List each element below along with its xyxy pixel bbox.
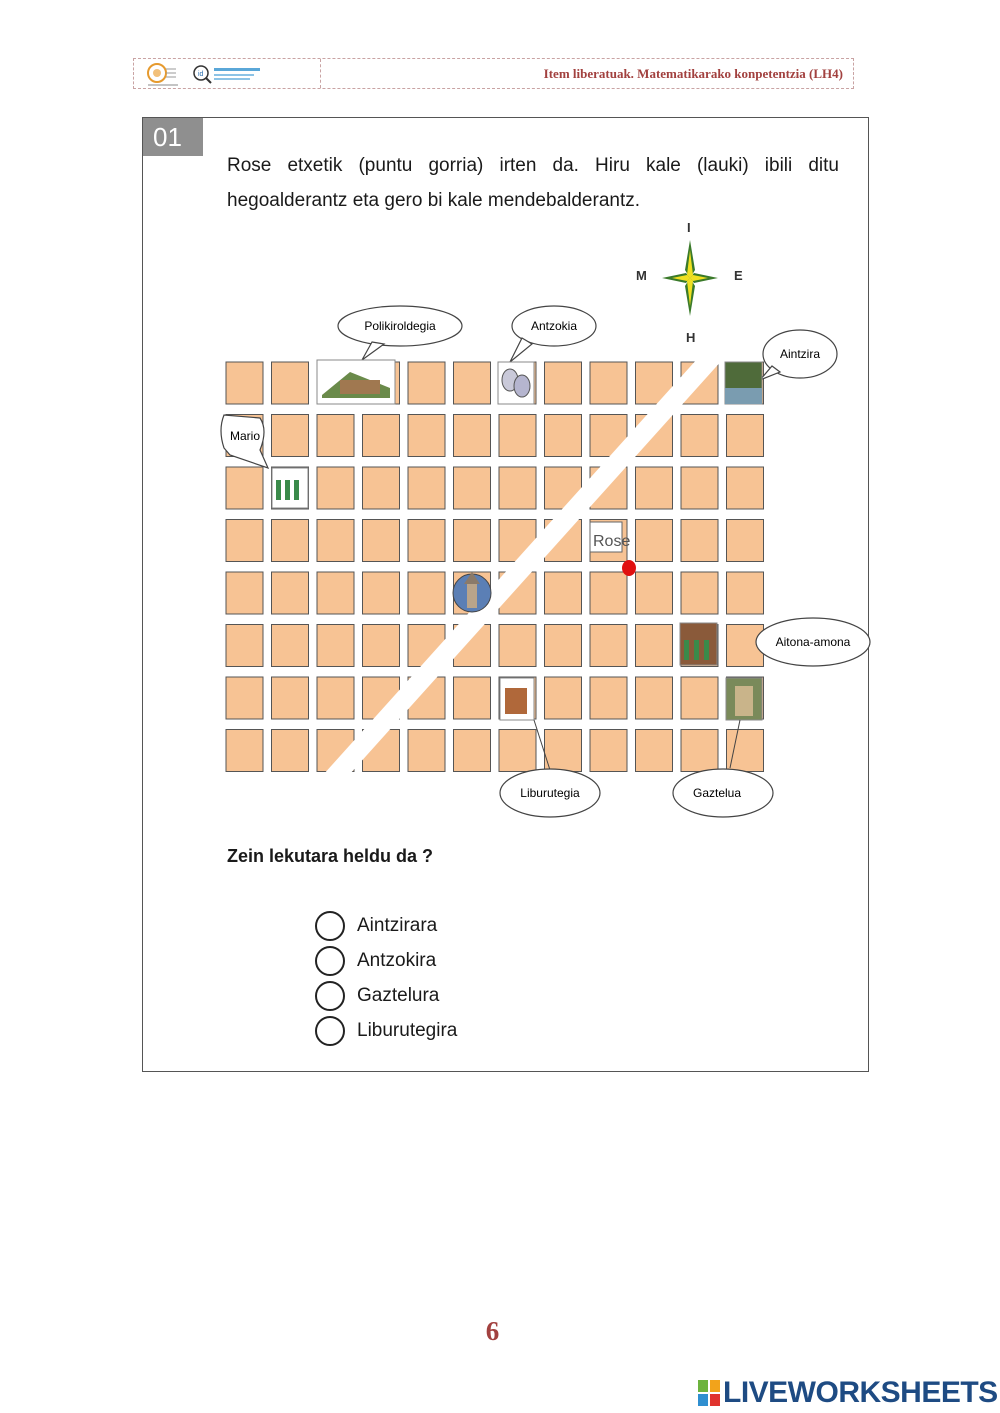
radio-icon[interactable] — [315, 981, 345, 1011]
castle-icon — [726, 678, 762, 720]
city-block — [636, 730, 673, 772]
city-block — [272, 625, 309, 667]
radio-icon[interactable] — [315, 946, 345, 976]
sports-centre-icon — [317, 360, 395, 404]
city-block — [317, 467, 354, 509]
city-block — [408, 572, 445, 614]
city-block — [226, 520, 263, 562]
option-label: Aintzirara — [357, 914, 438, 936]
city-block — [681, 467, 718, 509]
city-block — [681, 415, 718, 457]
city-block — [226, 625, 263, 667]
city-block — [545, 625, 582, 667]
compass-south-label: H — [686, 330, 696, 345]
city-block — [272, 730, 309, 772]
option-antzokira[interactable] — [315, 943, 457, 978]
city-block — [681, 572, 718, 614]
grandparents-house-icon — [680, 623, 717, 665]
city-block — [636, 467, 673, 509]
svg-text:id: id — [198, 71, 204, 78]
city-block — [363, 625, 400, 667]
city-block — [226, 572, 263, 614]
city-block — [317, 415, 354, 457]
city-block — [545, 415, 582, 457]
city-block — [317, 677, 354, 719]
education-logo-icon — [142, 61, 182, 87]
radio-icon[interactable] — [315, 1016, 345, 1046]
city-block — [317, 572, 354, 614]
option-gaztelura[interactable] — [315, 978, 457, 1013]
compass-rose-icon — [662, 240, 718, 316]
city-block — [636, 572, 673, 614]
city-block — [272, 362, 309, 404]
option-aintzirara[interactable] — [315, 908, 457, 943]
city-blocks — [226, 362, 764, 772]
city-block — [727, 520, 764, 562]
city-block — [545, 677, 582, 719]
city-block — [681, 677, 718, 719]
compass-east-label: E — [734, 268, 743, 283]
item-intro: Rose etxetik (puntu gorria) irten da. Hiru kale (lauki) ibili ditu hegoalderantz eta gero bi kale mendebalderantz. — [227, 155, 839, 211]
header-title: Item liberatuak. Matematikarako konpetentzia (LH4) — [543, 66, 843, 81]
city-block — [408, 415, 445, 457]
rose-house-dot — [622, 560, 636, 576]
item-number: 01 — [143, 118, 203, 156]
city-block — [499, 625, 536, 667]
library-icon — [500, 678, 534, 720]
city-block — [454, 677, 491, 719]
city-block — [545, 572, 582, 614]
city-block — [363, 520, 400, 562]
city-block — [272, 520, 309, 562]
option-label: Gaztelura — [357, 984, 440, 1006]
city-block — [363, 415, 400, 457]
option-liburutegira[interactable] — [315, 1013, 457, 1048]
city-block — [454, 362, 491, 404]
city-block — [727, 572, 764, 614]
radio-icon[interactable] — [315, 911, 345, 941]
city-block — [454, 415, 491, 457]
city-block — [499, 467, 536, 509]
city-block — [727, 730, 764, 772]
evaluation-logo-icon — [192, 63, 264, 85]
page-header — [133, 58, 854, 89]
label-polikiroldegia: Polikiroldegia — [364, 319, 436, 333]
city-block — [272, 677, 309, 719]
label-mario: Mario — [230, 429, 261, 443]
label-aintzira: Aintzira — [779, 347, 821, 361]
city-block — [590, 572, 627, 614]
label-antzokia: Antzokia — [530, 319, 578, 333]
city-block — [727, 467, 764, 509]
city-block — [727, 415, 764, 457]
city-block — [226, 730, 263, 772]
city-block — [408, 730, 445, 772]
city-block — [226, 467, 263, 509]
city-block — [454, 520, 491, 562]
city-block — [408, 362, 445, 404]
city-block — [636, 677, 673, 719]
city-block — [363, 467, 400, 509]
city-block — [454, 730, 491, 772]
city-block — [636, 520, 673, 562]
city-block — [408, 467, 445, 509]
city-block — [681, 520, 718, 562]
theatre-masks-icon — [498, 362, 534, 404]
header-divider — [320, 59, 321, 88]
option-label: Antzokira — [357, 949, 437, 971]
city-block — [499, 730, 536, 772]
city-block — [317, 520, 354, 562]
city-block — [454, 467, 491, 509]
brand-name: LIVEWORKSHEETS — [723, 1376, 998, 1409]
label-liburutegia: Liburutegia — [520, 786, 580, 800]
city-block — [226, 362, 263, 404]
question-text: Zein lekutara heldu da ? — [227, 846, 434, 866]
city-block — [317, 625, 354, 667]
liveworksheets-logo-icon — [698, 1380, 720, 1406]
city-block — [545, 362, 582, 404]
city-block — [590, 362, 627, 404]
mario-house-icon — [272, 468, 308, 508]
label-aitona-amona: Aitona-amona — [775, 635, 851, 649]
city-block — [636, 625, 673, 667]
city-block — [499, 415, 536, 457]
lake-icon — [725, 362, 762, 404]
option-label: Liburutegira — [357, 1019, 458, 1041]
page-number: 6 — [485, 1316, 500, 1346]
city-block — [590, 625, 627, 667]
city-block — [590, 730, 627, 772]
city-block — [408, 520, 445, 562]
label-gaztelua: Gaztelua — [692, 786, 742, 800]
city-block — [272, 572, 309, 614]
city-block — [681, 730, 718, 772]
city-block — [272, 415, 309, 457]
brand-footer[interactable] — [698, 1376, 998, 1410]
compass-west-label: M — [636, 268, 647, 283]
compass-north-label: I — [687, 220, 691, 235]
answer-options — [315, 908, 457, 1048]
city-block — [545, 730, 582, 772]
city-block — [590, 677, 627, 719]
city-block — [226, 677, 263, 719]
city-map — [220, 220, 870, 830]
city-block — [363, 572, 400, 614]
label-rose: Rose — [593, 533, 631, 550]
